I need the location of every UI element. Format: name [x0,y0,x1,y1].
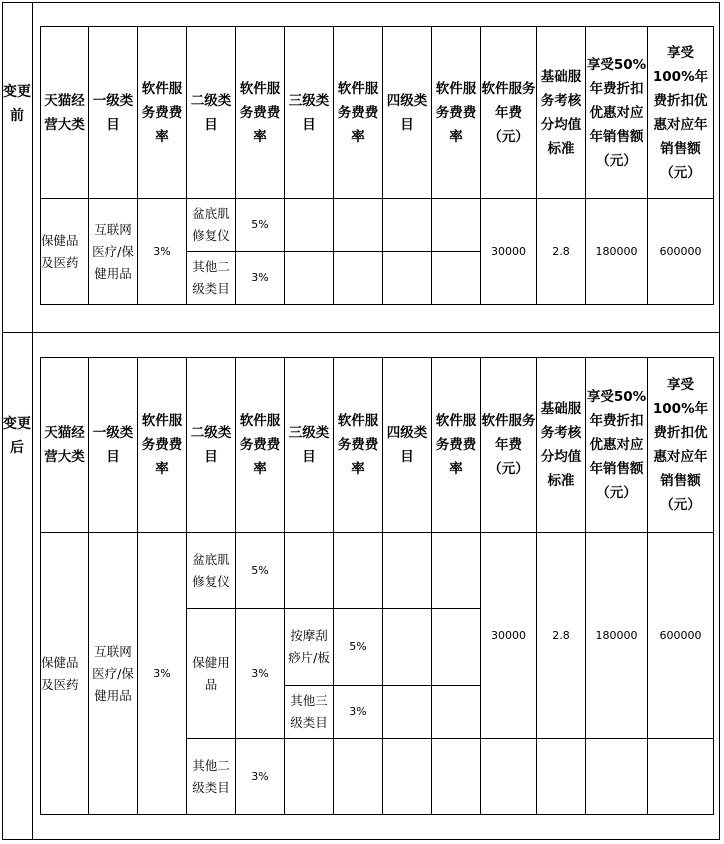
score-cell: 2.8 [537,533,586,739]
table-row [41,533,714,609]
level1-cell: 互联网医疗/保健用品 [89,533,138,815]
level2-cell: 其他二级类目 [187,252,236,305]
header-score: 基础服务考核分均值标准 [537,27,586,199]
level1-rate-cell: 3% [138,199,187,305]
level3-cell [285,252,334,305]
header-level1-rate: 软件服务费费率 [138,27,187,199]
level2-rate-cell: 5% [236,199,285,252]
level3-cell [285,199,334,252]
level4-rate-cell [432,252,481,305]
header-sales-100: 享受100%年费折扣优惠对应年销售额（元） [648,358,714,533]
header-level2: 二级类目 [187,358,236,533]
header-level1-rate: 软件服务费费率 [138,358,187,533]
sales-50-cell-empty [586,739,648,815]
level4-rate-cell [432,609,481,686]
label-column-divider [32,2,33,840]
header-sales-50: 享受50%年费折扣优惠对应年销售额（元） [586,358,648,533]
level2-rate-cell: 3% [236,252,285,305]
header-level4: 四级类目 [383,27,432,199]
level2-cell: 盆底肌修复仪 [187,199,236,252]
header-level2-rate: 软件服务费费率 [236,358,285,533]
fee-table-before [40,26,714,305]
level3-rate-cell [334,739,383,815]
header-score: 基础服务考核分均值标准 [537,358,586,533]
header-sales-50: 享受50%年费折扣优惠对应年销售额（元） [586,27,648,199]
level4-rate-cell [432,533,481,609]
level3-rate-cell [334,252,383,305]
header-level2-rate: 软件服务费费率 [236,27,285,199]
level4-cell [383,199,432,252]
header-level3-rate: 软件服务费费率 [334,27,383,199]
major-category-cell: 保健品及医药 [41,533,89,815]
level4-cell [383,739,432,815]
header-annual-fee: 软件服务年费（元） [481,358,537,533]
header-sales-100: 享受100%年费折扣优惠对应年销售额（元） [648,27,714,199]
level3-rate-cell: 5% [334,609,383,686]
level3-cell: 其他三级类目 [285,686,334,739]
score-cell: 2.8 [537,199,586,305]
sales-100-cell: 600000 [648,199,714,305]
section-label-after: 变更后 [3,416,31,456]
header-level4-rate: 软件服务费费率 [432,27,481,199]
sales-100-cell-empty [648,739,714,815]
level3-cell [285,533,334,609]
level1-cell: 互联网医疗/保健用品 [89,199,138,305]
header-level3: 三级类目 [285,358,334,533]
level2-cell: 盆底肌修复仪 [187,533,236,609]
level3-cell: 按摩刮痧片/板 [285,609,334,686]
sales-50-cell: 180000 [586,533,648,739]
level2-cell: 保健用品 [187,609,236,739]
level3-rate-cell [334,199,383,252]
annual-fee-cell: 30000 [481,533,537,739]
header-major-category: 天猫经营大类 [41,27,89,199]
level2-rate-cell: 3% [236,609,285,739]
level3-rate-cell [334,533,383,609]
level4-cell [383,533,432,609]
level4-rate-cell [432,199,481,252]
level1-rate-cell: 3% [138,533,187,815]
section-label-before: 变更前 [3,84,31,124]
header-annual-fee: 软件服务年费（元） [481,27,537,199]
score-cell-empty [537,739,586,815]
header-row [41,27,714,199]
header-level2: 二级类目 [187,27,236,199]
level4-cell [383,686,432,739]
level2-cell: 其他二级类目 [187,739,236,815]
header-level4: 四级类目 [383,358,432,533]
level2-rate-cell: 3% [236,739,285,815]
level4-cell [383,252,432,305]
header-level3-rate: 软件服务费费率 [334,358,383,533]
sales-100-cell: 600000 [648,533,714,739]
header-level3: 三级类目 [285,27,334,199]
level4-cell [383,609,432,686]
level4-rate-cell [432,739,481,815]
major-category-cell: 保健品及医药 [41,199,89,305]
annual-fee-cell-empty [481,739,537,815]
level4-rate-cell [432,686,481,739]
table-row [41,199,714,252]
annual-fee-cell: 30000 [481,199,537,305]
level3-rate-cell: 3% [334,686,383,739]
level2-rate-cell: 5% [236,533,285,609]
header-major-category: 天猫经营大类 [41,358,89,533]
header-level1: 一级类目 [89,358,138,533]
header-row [41,358,714,533]
header-level1: 一级类目 [89,27,138,199]
section-divider [2,332,720,333]
fee-table-after [40,357,714,815]
sales-50-cell: 180000 [586,199,648,305]
header-level4-rate: 软件服务费费率 [432,358,481,533]
level3-cell [285,739,334,815]
